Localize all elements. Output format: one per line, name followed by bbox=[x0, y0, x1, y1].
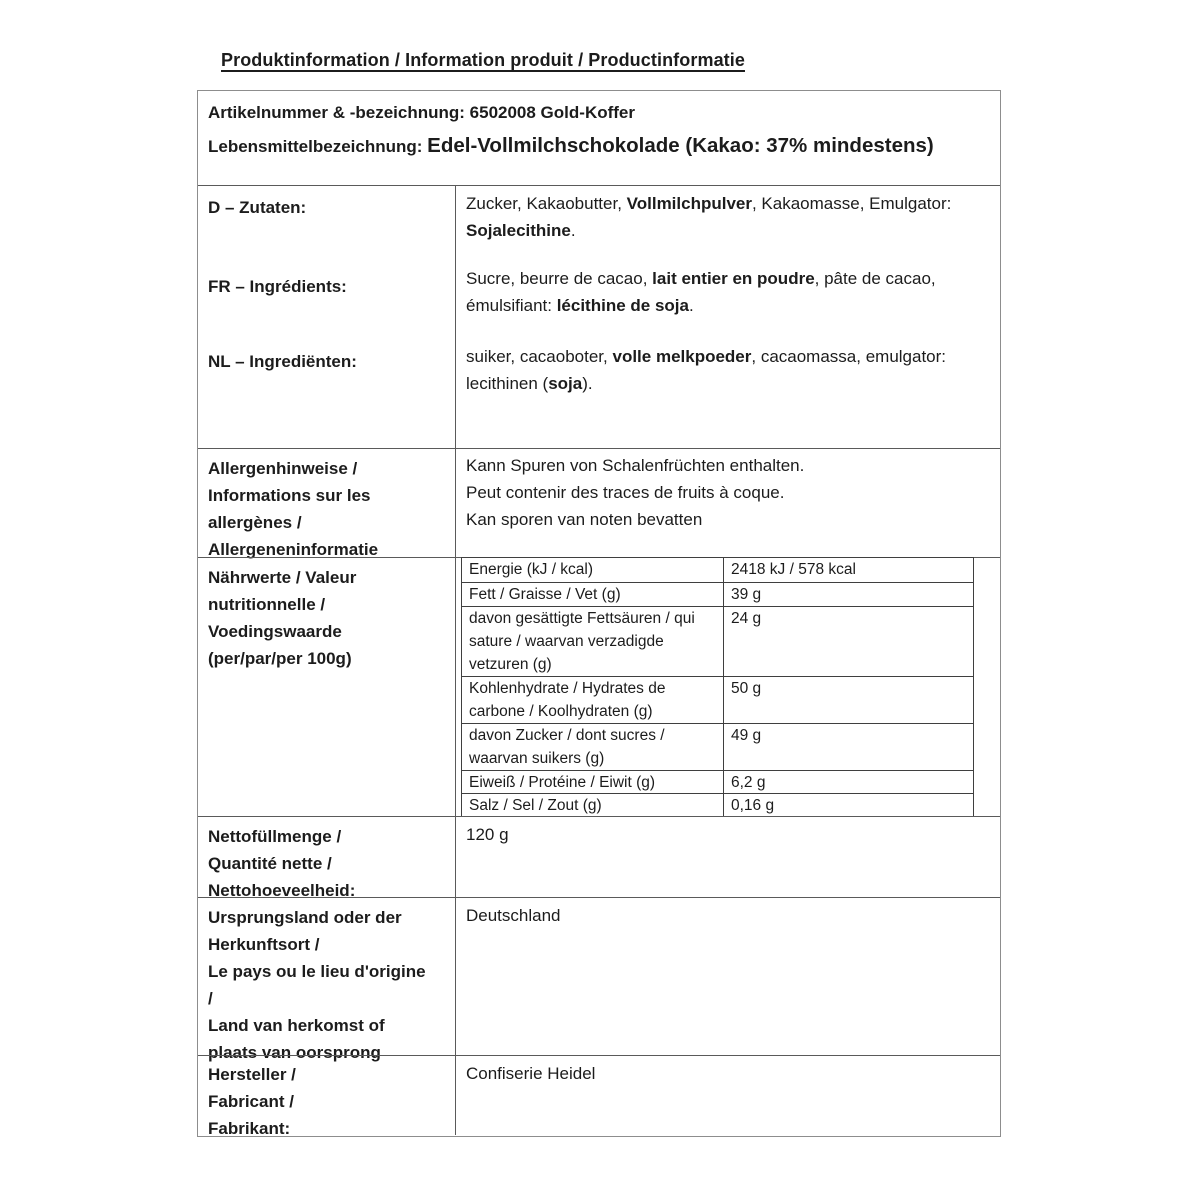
origin-label-column bbox=[198, 898, 456, 1062]
net-quantity-value-column bbox=[456, 817, 1000, 897]
ingredients-fr-label: FR – Ingrédients: bbox=[208, 277, 347, 296]
allergens-value: Kann Spuren von Schalenfrüchten enthalten. Peut contenir des traces de fruits à coque. Kan sporen van noten bevatten bbox=[466, 456, 805, 529]
nutrition-row-carbohydrates bbox=[462, 676, 973, 723]
ingredients-fr-value: Sucre, beurre de cacao, lait entier en poudre, pâte de cacao, émulsifiant: lécithine de soja. bbox=[466, 269, 936, 315]
nutrition-row-energy bbox=[462, 558, 973, 582]
nutrient-value: 6,2 g bbox=[731, 774, 766, 791]
nutrition-row-salt bbox=[462, 793, 973, 816]
row-net-quantity bbox=[198, 816, 1000, 900]
nutrient-value: 2418 kJ / 578 kcal bbox=[731, 561, 856, 578]
ingredients-label-column bbox=[198, 186, 456, 448]
nutrient-value: 39 g bbox=[731, 586, 762, 603]
manufacturer-value: Confiserie Heidel bbox=[466, 1064, 596, 1083]
manufacturer-label-column bbox=[198, 1056, 456, 1138]
article-number-line bbox=[208, 100, 988, 126]
row-manufacturer bbox=[198, 1055, 1000, 1138]
nutrition-value-column bbox=[456, 558, 1000, 816]
food-designation-line bbox=[208, 131, 988, 162]
origin-value-column bbox=[456, 898, 1000, 1055]
nutrient-name: Kohlenhydrate / Hydrates de carbone / Koolhydraten (g) bbox=[462, 677, 724, 723]
food-designation-label: Lebensmittelbezeichnung: bbox=[208, 137, 423, 156]
net-quantity-label-column bbox=[198, 817, 456, 900]
page-title: Produktinformation / Information produit / Productinformatie bbox=[221, 50, 745, 70]
row-allergens bbox=[198, 448, 1000, 557]
allergens-label-column bbox=[198, 449, 456, 557]
article-number-label: Artikelnummer & -bezeichnung: bbox=[208, 103, 465, 122]
nutrition-label-column bbox=[198, 558, 456, 816]
article-number-value: 6502008 Gold-Koffer bbox=[469, 103, 635, 122]
row-origin bbox=[198, 897, 1000, 1062]
nutrient-name: Salz / Sel / Zout (g) bbox=[462, 794, 724, 816]
food-designation-value: Edel-Vollmilchschokolade (Kakao: 37% mindestens) bbox=[427, 134, 934, 157]
nutrient-name: Fett / Graisse / Vet (g) bbox=[462, 583, 724, 606]
row-ingredients bbox=[198, 185, 1000, 448]
nutrient-value: 24 g bbox=[731, 610, 762, 627]
row-nutrition bbox=[198, 557, 1000, 816]
nutrient-name: Eiweiß / Protéine / Eiwit (g) bbox=[462, 771, 724, 793]
net-quantity-value: 120 g bbox=[466, 825, 509, 844]
nutrition-row-saturates bbox=[462, 606, 973, 676]
nutrient-name: Energie (kJ / kcal) bbox=[462, 558, 724, 582]
nutrient-value: 0,16 g bbox=[731, 797, 775, 814]
nutrition-row-sugars bbox=[462, 723, 973, 770]
origin-value: Deutschland bbox=[466, 906, 561, 925]
nutrient-name: davon gesättigte Fettsäuren / qui sature / waarvan verzadigde vetzuren (g) bbox=[462, 607, 724, 676]
allergens-value-column bbox=[456, 449, 1000, 557]
nutrition-row-protein bbox=[462, 770, 973, 793]
nutrition-table bbox=[461, 557, 974, 817]
ingredients-value-column bbox=[456, 186, 1000, 448]
ingredients-de-label: D – Zutaten: bbox=[208, 198, 307, 217]
row-article-designation bbox=[198, 91, 1000, 185]
manufacturer-value-column bbox=[456, 1056, 1000, 1135]
manufacturer-label: Hersteller / Fabricant / Fabrikant: bbox=[208, 1065, 296, 1138]
product-spec-table bbox=[197, 90, 1001, 1137]
nutrient-value: 49 g bbox=[731, 727, 762, 744]
ingredients-de-value: Zucker, Kakaobutter, Vollmilchpulver, Kakaomasse, Emulgator: Sojalecithine. bbox=[466, 194, 952, 240]
ingredients-nl-label: NL – Ingrediënten: bbox=[208, 352, 357, 371]
nutrition-label: Nährwerte / Valeur nutritionnelle / Voedingswaarde (per/par/per 100g) bbox=[208, 568, 357, 668]
allergens-label: Allergenhinweise / Informations sur les allergènes / Allergeneninformatie bbox=[208, 459, 379, 559]
origin-label: Ursprungsland oder der Herkunftsort / Le pays ou le lieu d'origine / Land van herkomst of plaats van oorsprong bbox=[208, 908, 426, 1062]
nutrition-row-fat bbox=[462, 582, 973, 606]
nutrient-value: 50 g bbox=[731, 680, 762, 697]
net-quantity-label: Nettofüllmenge / Quantité nette / Nettohoeveelheid: bbox=[208, 827, 356, 900]
ingredients-nl-value: suiker, cacaoboter, volle melkpoeder, cacaomassa, emulgator: lecithinen (soja). bbox=[466, 347, 947, 393]
nutrient-name: davon Zucker / dont sucres / waarvan suikers (g) bbox=[462, 724, 724, 770]
